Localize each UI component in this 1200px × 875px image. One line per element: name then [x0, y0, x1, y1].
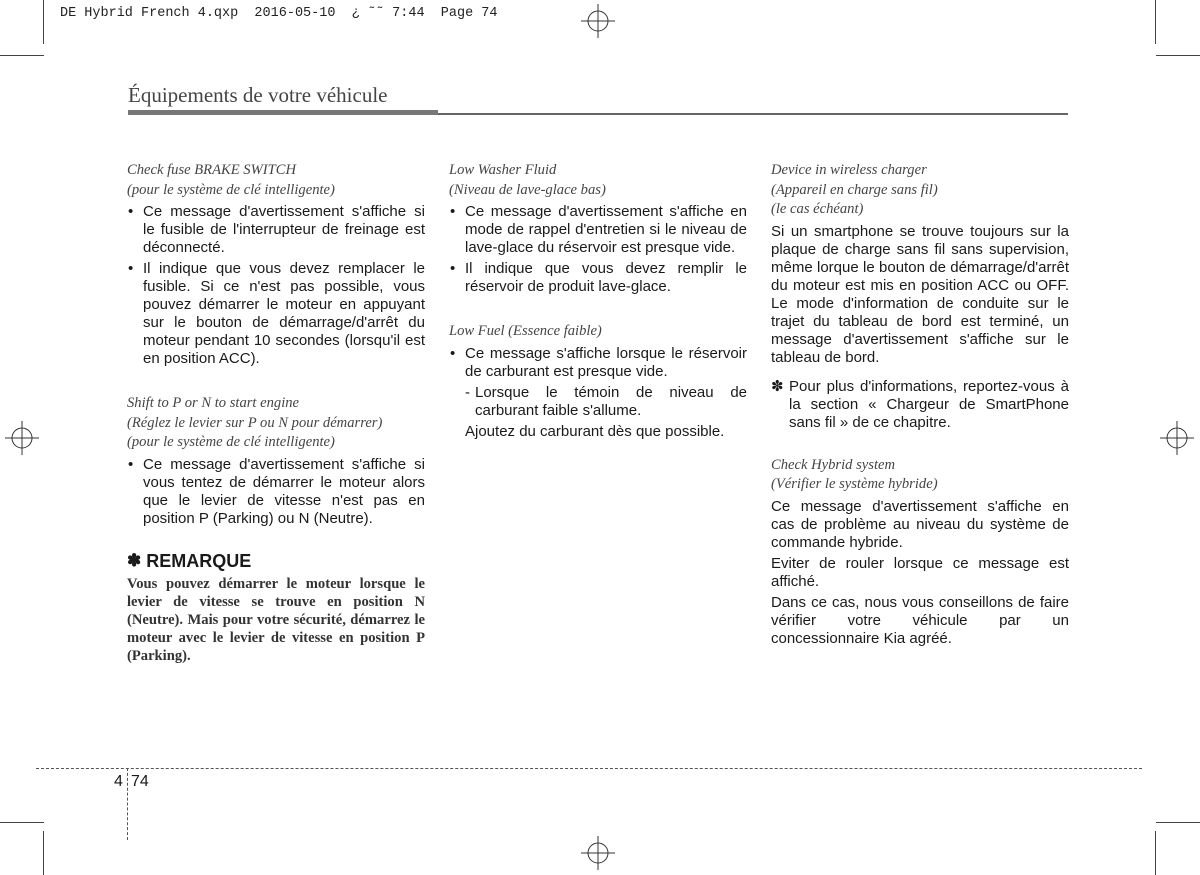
dash-item: - Lorsque le témoin de niveau de carburant faible s'allume.: [449, 384, 747, 420]
footer-gutter-line: [127, 768, 128, 840]
registration-mark-right: [1160, 421, 1194, 455]
remarque-heading: [127, 551, 425, 572]
crop-mark-top-right-v: [1155, 0, 1156, 44]
section-title-wireless-charger: [771, 161, 1069, 220]
section-title-brake-switch: [127, 161, 425, 200]
section-title-line: (Vérifier le système hybride): [771, 476, 938, 492]
crop-mark-top-left-h: [0, 55, 44, 56]
reference-note: [771, 378, 1069, 432]
follow-up-text: Ajoutez du carburant dès que possible.: [465, 422, 725, 440]
remarque-label: REMARQUE: [146, 550, 252, 571]
footer-divider: [36, 768, 1142, 769]
paragraph: Eviter de rouler lorsque ce message est affiché.: [771, 554, 1069, 590]
title-rule-accent: [128, 110, 438, 115]
crop-mark-bottom-right-v: [1155, 831, 1156, 875]
section-title-hybrid-system: [771, 456, 1069, 495]
bullet-list: [449, 203, 747, 296]
list-item: • Ce message d'avertissement s'affiche si vous tentez de démarrer le moteur alors que le levier de vitesse n'est pas en position P (Parking) ou N (Neutre).: [127, 456, 425, 528]
section-title-line: (Niveau de lave-glace bas): [449, 181, 606, 198]
bullet-list: [449, 345, 747, 381]
registration-mark-bottom: [581, 836, 615, 870]
paragraph: Dans ce cas, nous vous conseillons de faire vérifier votre véhicule par un concessionnaire Kia agréé.: [771, 593, 1069, 647]
section-title-line: (le cas échéant): [771, 201, 864, 217]
section-title-line: Device in wireless charger: [771, 162, 927, 178]
section-title-line: Low Washer Fluid: [449, 162, 557, 178]
list-item: • Ce message s'affiche lorsque le réservoir de carburant est presque vide.: [449, 345, 747, 381]
column-3: [771, 161, 1069, 651]
section-title-shift-p-n: [127, 394, 425, 453]
chapter-number: 4: [114, 773, 123, 790]
reference-note-text: Pour plus d'informations, reportez-vous à la section « Chargeur de SmartPhone sans fil » de ce chapitre.: [789, 377, 1069, 431]
list-item: • Ce message d'avertissement s'affiche en mode de rappel d'entretien si le niveau de lave-glace du réservoir est presque vide.: [449, 203, 747, 257]
asterisk-note-icon: ✽: [771, 377, 784, 395]
section-title-line: (Réglez le levier sur P ou N pour démarrer): [127, 414, 383, 431]
section-title-line: Low Fuel (Essence faible): [449, 323, 602, 339]
registration-mark-top: [581, 4, 615, 38]
section-title-line: Check fuse BRAKE SWITCH: [127, 162, 297, 178]
column-1: [127, 161, 425, 665]
section-title-low-washer: [449, 161, 747, 200]
paragraph: Ce message d'avertissement s'affiche en cas de problème au niveau du système de commande hybride.: [771, 497, 1069, 551]
crop-mark-top-right-h: [1156, 55, 1200, 56]
print-slug: DE Hybrid French 4.qxp 2016-05-10 ¿ ˜˜ 7:44 Page 74: [60, 6, 498, 21]
page-title: Équipements de votre véhicule: [128, 83, 388, 107]
crop-mark-top-left-v: [43, 0, 44, 44]
crop-mark-bottom-right-h: [1156, 822, 1200, 823]
section-title-line: (pour le système de clé intelligente): [127, 434, 335, 450]
page-number: 74: [131, 773, 149, 790]
list-item: • Il indique que vous devez remplacer le fusible. Si ce n'est pas possible, vous pouvez démarrer le moteur en appuyant sur le bouton de démarrage/d'arrêt du moteur pendant 10 secondes (lorsqu'il est en position ACC).: [127, 260, 425, 368]
bullet-list: [127, 203, 425, 368]
section-title-line: (Appareil en charge sans fil): [771, 181, 938, 198]
section-title-line: Check Hybrid system: [771, 456, 896, 473]
section-title-line: (pour le système de clé intelligente): [127, 181, 335, 198]
section-title-line: Shift to P or N to start engine: [127, 395, 300, 411]
list-item: • Ce message d'avertissement s'affiche si le fusible de l'interrupteur de freinage est déconnecté.: [127, 203, 425, 257]
section-title-low-fuel: [449, 322, 747, 342]
paragraph: Si un smartphone se trouve toujours sur la plaque de charge sans fil sans supervision, même lorque le bouton de démarrage/d'arrêt du moteur est mis en position ACC ou OFF. Le mode d'information de conduite sur le trajet du tableau de bord est terminé, un message d'avertissement s'affiche sur le tableau de bord.: [771, 222, 1069, 366]
crop-mark-bottom-left-h: [0, 822, 44, 823]
asterisk-note-icon: ✽: [127, 551, 142, 570]
bullet-list: [127, 456, 425, 528]
column-2: [449, 161, 747, 444]
remarque-text: Vous pouvez démarrer le moteur lorsque le levier de vitesse se trouve en position N (Neutre). Mais pour votre sécurité, démarrez le moteur avec le levier de vitesse en position P (Parking).: [127, 575, 425, 664]
registration-mark-left: [5, 421, 39, 455]
crop-mark-bottom-left-v: [43, 831, 44, 875]
list-item: • Il indique que vous devez remplir le réservoir de produit lave-glace.: [449, 260, 747, 296]
